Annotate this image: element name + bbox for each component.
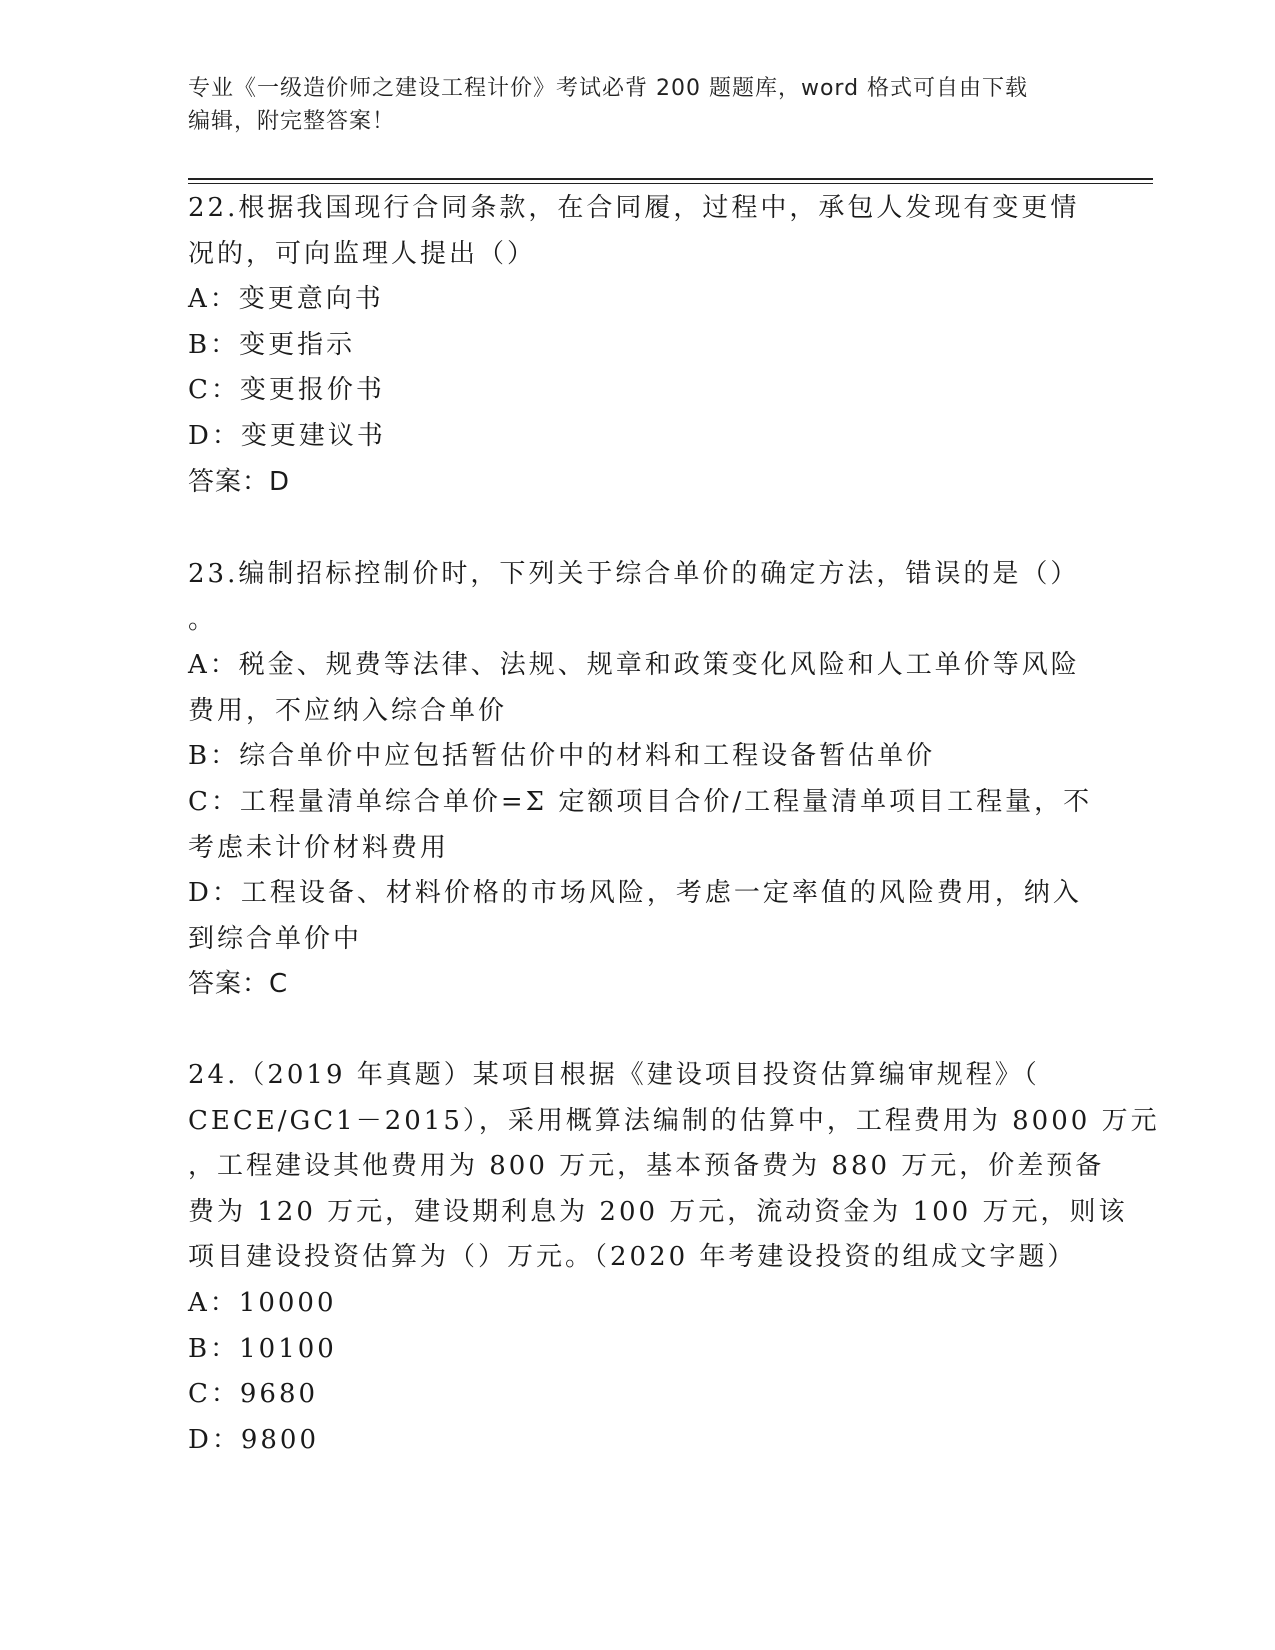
question-text: CECE/GC1－2015），采用概算法编制的估算中，工程费用为 8000 万元 [188,1105,1160,1136]
question-23 [188,552,1093,1008]
option-d-continued: 到综合单价中 [188,923,363,954]
option-a: A：税金、规费等法律、法规、规章和政策变化风险和人工单价等风险 [188,650,1080,681]
answer-text: 答案：D [188,466,291,497]
option-d: D：变更建议书 [188,420,386,451]
question-text: 项目建设投资估算为（）万元。（2020 年考建设投资的组成文字题） [188,1242,1077,1273]
option-d: D：工程设备、材料价格的市场风险，考虑一定率值的风险费用，纳入 [188,878,1082,909]
option-a-continued: 费用，不应纳入综合单价 [188,695,508,726]
option-a: A：变更意向书 [188,284,384,315]
option-b: B：综合单价中应包括暂估价中的材料和工程设备暂估单价 [188,741,936,772]
question-text: 况的，可向监理人提出（） [188,238,537,269]
header-line-2: 编辑，附完整答案！ [188,109,396,134]
option-b: B：变更指示 [188,329,356,360]
header-line-1: 专业《一级造价师之建设工程计价》考试必背 200 题题库，word 格式可自由下载 [188,76,1029,101]
header-divider-thick [188,178,1153,180]
option-b: B：10100 [188,1333,337,1364]
document-header [188,72,1078,138]
question-text: 24.（2019 年真题）某项目根据《建设项目投资估算编审规程》（ [188,1060,1040,1090]
answer-text: 答案：C [188,969,289,1000]
option-c-continued: 考虑未计价材料费用 [188,832,450,863]
option-c: C：工程量清单综合单价=Σ 定额项目合价/工程量清单项目工程量，不 [188,786,1093,817]
question-text: 。 [188,604,218,635]
question-24 [188,1053,1160,1463]
option-d: D：9800 [188,1424,320,1455]
question-text: 23.编制招标控制价时，下列关于综合单价的确定方法，错误的是（） [188,559,1080,589]
option-c: C：变更报价书 [188,375,385,406]
question-text: 22.根据我国现行合同条款，在合同履，过程中，承包人发现有变更情 [188,193,1080,223]
option-c: C：9680 [188,1379,319,1410]
option-a: A：10000 [188,1287,337,1318]
header-divider-thin [188,183,1153,184]
question-text: ，工程建设其他费用为 800 万元，基本预备费为 880 万元，价差预备 [188,1151,1105,1182]
question-text: 费为 120 万元，建设期利息为 200 万元，流动资金为 100 万元，则该 [188,1196,1128,1227]
question-22 [188,186,1088,505]
